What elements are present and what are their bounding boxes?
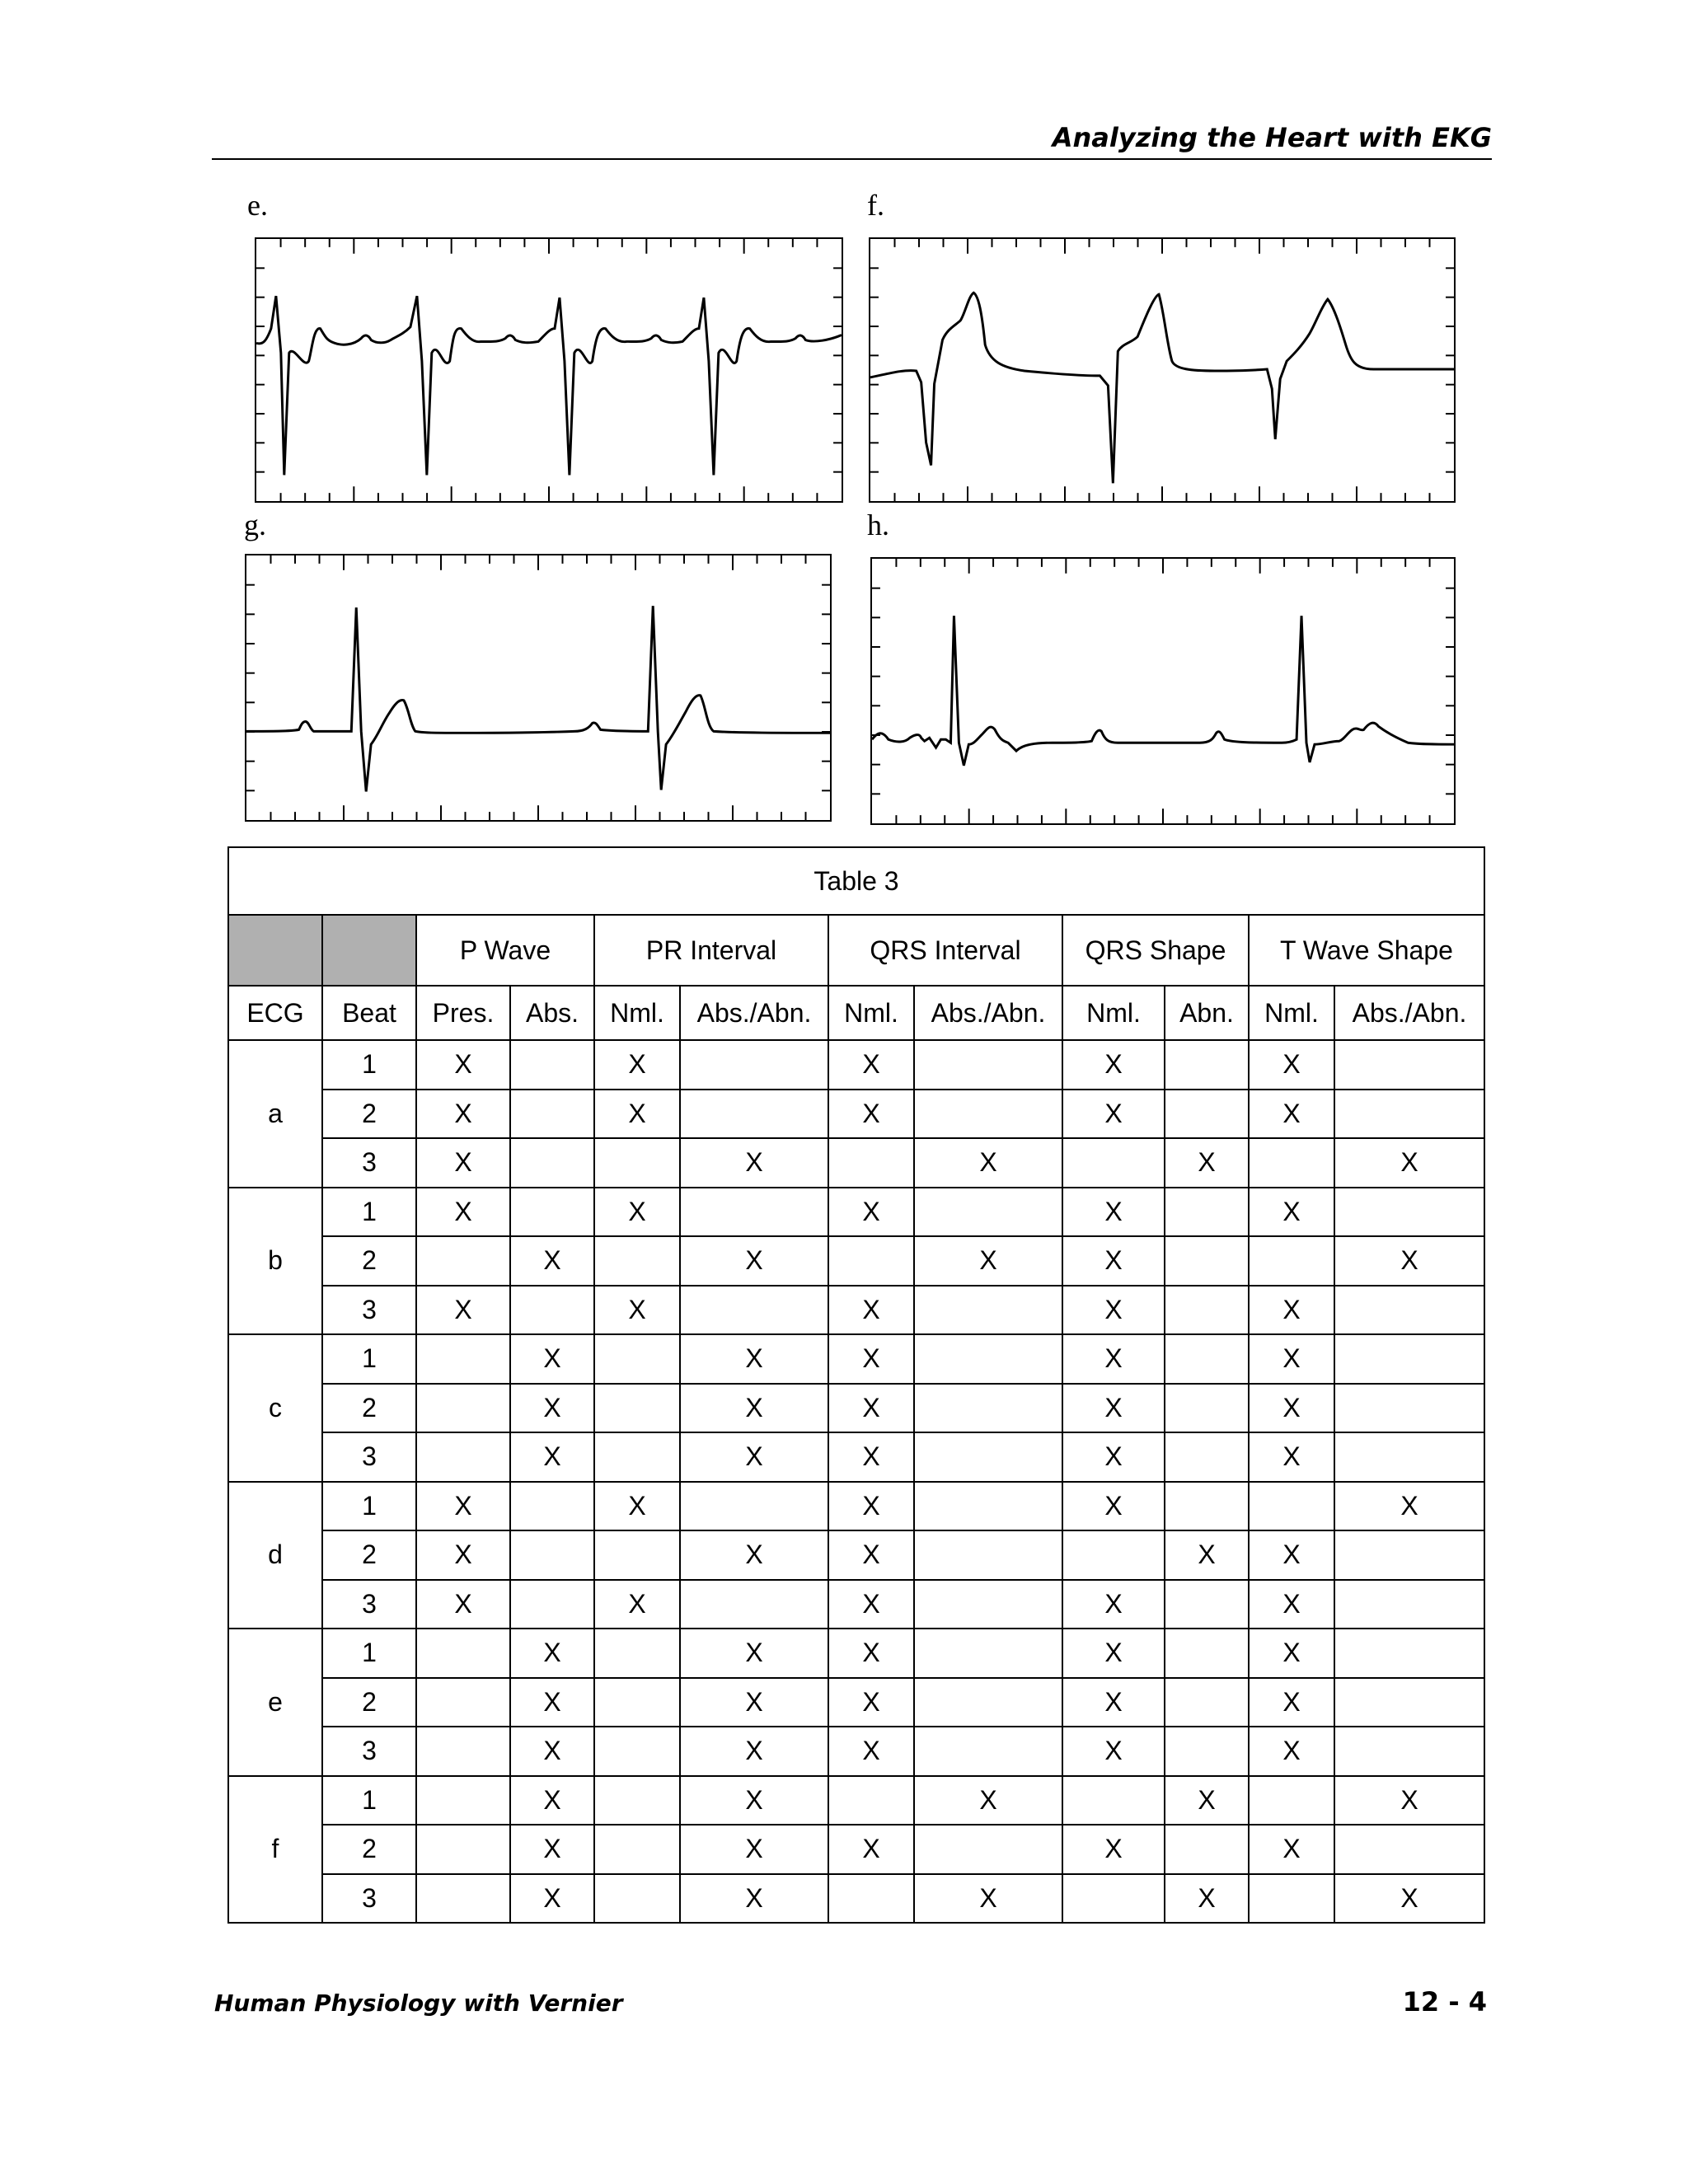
- table-cell: [914, 1580, 1062, 1629]
- table-cell: X: [680, 1776, 828, 1825]
- table-cell: [1249, 1236, 1334, 1286]
- ekg-strip-g: [245, 554, 832, 822]
- column-subheader: Beat: [322, 986, 416, 1040]
- beat-cell: 3: [322, 1727, 416, 1776]
- table-cell: X: [680, 1432, 828, 1482]
- table-cell: X: [828, 1727, 914, 1776]
- table-row: [228, 1090, 1484, 1139]
- table-cell: [1165, 1825, 1249, 1874]
- beat-cell: 1: [322, 1482, 416, 1531]
- table-cell: X: [1334, 1482, 1484, 1531]
- table-cell: X: [1249, 1432, 1334, 1482]
- table-cell: X: [1062, 1727, 1165, 1776]
- table-cell: X: [416, 1530, 510, 1580]
- table-cell: [416, 1825, 510, 1874]
- table-cell: [1334, 1825, 1484, 1874]
- table-cell: [594, 1384, 680, 1433]
- table-cell: [1334, 1678, 1484, 1727]
- table-cell: X: [914, 1874, 1062, 1924]
- table-cell: X: [1334, 1776, 1484, 1825]
- table-cell: [510, 1580, 594, 1629]
- table-cell: [510, 1482, 594, 1531]
- table-row: [228, 1384, 1484, 1433]
- table-cell: [416, 1727, 510, 1776]
- column-subheader: Nml.: [1249, 986, 1334, 1040]
- beat-cell: 2: [322, 1530, 416, 1580]
- table-cell: X: [680, 1530, 828, 1580]
- column-subheader: Abn.: [1165, 986, 1249, 1040]
- column-subheader: Abs./Abn.: [1334, 986, 1484, 1040]
- table-cell: X: [1249, 1727, 1334, 1776]
- table-cell: X: [680, 1629, 828, 1678]
- table-cell: [1165, 1334, 1249, 1384]
- group-header-qrs-interval: QRS Interval: [828, 915, 1062, 986]
- table-cell: X: [1165, 1776, 1249, 1825]
- table-cell: [416, 1334, 510, 1384]
- header-blank-beat: [322, 915, 416, 986]
- table-row: [228, 1138, 1484, 1188]
- table-cell: X: [416, 1188, 510, 1237]
- table-cell: [510, 1188, 594, 1237]
- group-header-t-wave-shape: T Wave Shape: [1249, 915, 1484, 986]
- table-cell: X: [1249, 1580, 1334, 1629]
- table-row: [228, 1334, 1484, 1384]
- ecg-id-cell: b: [228, 1188, 322, 1335]
- table-cell: X: [1062, 1286, 1165, 1335]
- table-cell: [594, 1432, 680, 1482]
- table-cell: X: [510, 1874, 594, 1924]
- table-cell: [594, 1776, 680, 1825]
- table-row: [228, 1776, 1484, 1825]
- beat-cell: 1: [322, 1040, 416, 1090]
- table-cell: X: [1249, 1530, 1334, 1580]
- column-subheader: Abs.: [510, 986, 594, 1040]
- table-cell: X: [828, 1825, 914, 1874]
- table-cell: [510, 1138, 594, 1188]
- table-cell: X: [1062, 1384, 1165, 1433]
- footer-book-title: Human Physiology with Vernier: [214, 1990, 623, 2017]
- beat-cell: 2: [322, 1678, 416, 1727]
- table-cell: X: [1334, 1138, 1484, 1188]
- table-cell: X: [914, 1138, 1062, 1188]
- table-cell: X: [510, 1825, 594, 1874]
- table-cell: X: [680, 1678, 828, 1727]
- table-cell: [510, 1286, 594, 1335]
- table-cell: [594, 1530, 680, 1580]
- table-row: [228, 1678, 1484, 1727]
- table-cell: [594, 1629, 680, 1678]
- table-cell: X: [680, 1236, 828, 1286]
- table-cell: X: [828, 1629, 914, 1678]
- footer-page-number: 12 - 4: [1402, 1986, 1487, 2018]
- beat-cell: 3: [322, 1874, 416, 1924]
- table-cell: [1334, 1334, 1484, 1384]
- table-cell: [1165, 1384, 1249, 1433]
- table-cell: [1334, 1040, 1484, 1090]
- table-cell: [914, 1384, 1062, 1433]
- ekg-strip-f: [869, 237, 1456, 503]
- table-cell: [914, 1678, 1062, 1727]
- table-row: [228, 1874, 1484, 1924]
- table-cell: [914, 1530, 1062, 1580]
- table-cell: X: [594, 1580, 680, 1629]
- table-row: [228, 1580, 1484, 1629]
- table-cell: X: [828, 1286, 914, 1335]
- beat-cell: 2: [322, 1825, 416, 1874]
- table-cell: X: [510, 1384, 594, 1433]
- table-cell: [1334, 1188, 1484, 1237]
- table-cell: [1334, 1286, 1484, 1335]
- table-cell: X: [416, 1580, 510, 1629]
- table-cell: X: [1062, 1236, 1165, 1286]
- column-subheader: ECG: [228, 986, 322, 1040]
- table-cell: [416, 1384, 510, 1433]
- table-cell: X: [1249, 1334, 1334, 1384]
- table-cell: [914, 1727, 1062, 1776]
- table-cell: X: [828, 1530, 914, 1580]
- table-row: [228, 1286, 1484, 1335]
- table-row: [228, 1629, 1484, 1678]
- beat-cell: 2: [322, 1236, 416, 1286]
- table-cell: X: [594, 1482, 680, 1531]
- table-row: [228, 1530, 1484, 1580]
- table-cell: X: [594, 1040, 680, 1090]
- table-cell: [1165, 1580, 1249, 1629]
- table-cell: X: [416, 1286, 510, 1335]
- table-cell: [1165, 1482, 1249, 1531]
- table-cell: [914, 1090, 1062, 1139]
- table-cell: [1165, 1286, 1249, 1335]
- table-cell: X: [594, 1286, 680, 1335]
- table-cell: X: [1062, 1629, 1165, 1678]
- table-row: [228, 1040, 1484, 1090]
- table-cell: X: [1249, 1286, 1334, 1335]
- group-header-pr-interval: PR Interval: [594, 915, 828, 986]
- table-cell: [1165, 1040, 1249, 1090]
- table-cell: [1334, 1384, 1484, 1433]
- table-cell: X: [680, 1874, 828, 1924]
- table-cell: X: [680, 1138, 828, 1188]
- table-cell: X: [1062, 1040, 1165, 1090]
- table-cell: X: [1062, 1825, 1165, 1874]
- table-cell: X: [1062, 1090, 1165, 1139]
- header-blank-ecg: [228, 915, 322, 986]
- table-cell: [510, 1040, 594, 1090]
- table-cell: X: [1334, 1236, 1484, 1286]
- page-header-title: Analyzing the Heart with EKG: [1052, 122, 1492, 153]
- table-cell: [1165, 1432, 1249, 1482]
- table-cell: [914, 1040, 1062, 1090]
- column-subheader: Pres.: [416, 986, 510, 1040]
- table-cell: [416, 1236, 510, 1286]
- table-cell: X: [416, 1040, 510, 1090]
- table-cell: X: [828, 1090, 914, 1139]
- column-subheader: Nml.: [1062, 986, 1165, 1040]
- table-cell: [416, 1874, 510, 1924]
- table-cell: X: [680, 1825, 828, 1874]
- table-cell: X: [510, 1678, 594, 1727]
- table-cell: [1062, 1874, 1165, 1924]
- table-cell: [828, 1874, 914, 1924]
- table-cell: [914, 1286, 1062, 1335]
- table-cell: [594, 1678, 680, 1727]
- table-cell: X: [828, 1384, 914, 1433]
- table-row: [228, 1188, 1484, 1237]
- table-cell: [510, 1530, 594, 1580]
- ecg-id-cell: a: [228, 1040, 322, 1188]
- table-cell: [416, 1776, 510, 1825]
- table-cell: X: [1165, 1874, 1249, 1924]
- group-header-qrs-shape: QRS Shape: [1062, 915, 1249, 986]
- table-cell: [828, 1776, 914, 1825]
- table-cell: X: [1249, 1678, 1334, 1727]
- table-cell: [1165, 1090, 1249, 1139]
- beat-cell: 1: [322, 1334, 416, 1384]
- table-cell: X: [680, 1727, 828, 1776]
- table-cell: [1334, 1432, 1484, 1482]
- table-cell: [594, 1236, 680, 1286]
- table-cell: [680, 1482, 828, 1531]
- table-cell: [1334, 1580, 1484, 1629]
- table-cell: [680, 1188, 828, 1237]
- table-cell: [594, 1874, 680, 1924]
- table-cell: [416, 1629, 510, 1678]
- ekg-label-e: e.: [247, 189, 268, 222]
- ecg-id-cell: d: [228, 1482, 322, 1629]
- beat-cell: 3: [322, 1138, 416, 1188]
- table-cell: [914, 1188, 1062, 1237]
- table-cell: [1334, 1530, 1484, 1580]
- table-cell: [510, 1090, 594, 1139]
- beat-cell: 2: [322, 1384, 416, 1433]
- table-cell: X: [510, 1727, 594, 1776]
- beat-cell: 1: [322, 1629, 416, 1678]
- table-cell: X: [914, 1236, 1062, 1286]
- table-cell: X: [1165, 1530, 1249, 1580]
- table-cell: [914, 1334, 1062, 1384]
- table-3: [227, 846, 1485, 1924]
- table-cell: X: [680, 1384, 828, 1433]
- table-cell: [416, 1678, 510, 1727]
- column-subheader: Nml.: [828, 986, 914, 1040]
- table-cell: X: [1334, 1874, 1484, 1924]
- table-cell: X: [510, 1432, 594, 1482]
- table-cell: [1062, 1776, 1165, 1825]
- table-cell: X: [680, 1334, 828, 1384]
- beat-cell: 3: [322, 1286, 416, 1335]
- table-cell: X: [828, 1482, 914, 1531]
- ekg-strip-e: [255, 237, 843, 503]
- ekg-label-f: f.: [867, 189, 884, 222]
- table-cell: [1165, 1727, 1249, 1776]
- beat-cell: 1: [322, 1776, 416, 1825]
- table-cell: [1165, 1188, 1249, 1237]
- table-cell: X: [914, 1776, 1062, 1825]
- table-cell: X: [1062, 1334, 1165, 1384]
- table-cell: [1249, 1138, 1334, 1188]
- table-cell: X: [1062, 1188, 1165, 1237]
- table-caption: Table 3: [228, 847, 1484, 915]
- table-cell: X: [416, 1138, 510, 1188]
- table-cell: X: [510, 1334, 594, 1384]
- table-cell: [680, 1090, 828, 1139]
- table-cell: [1165, 1629, 1249, 1678]
- column-subheader: Abs./Abn.: [914, 986, 1062, 1040]
- table-cell: X: [1249, 1384, 1334, 1433]
- group-header-p-wave: P Wave: [416, 915, 594, 986]
- table-cell: X: [416, 1090, 510, 1139]
- table-cell: [594, 1138, 680, 1188]
- table-row: [228, 1482, 1484, 1531]
- table-cell: X: [1249, 1090, 1334, 1139]
- table-cell: [416, 1432, 510, 1482]
- table-cell: [1249, 1776, 1334, 1825]
- table-cell: [680, 1286, 828, 1335]
- table-cell: X: [1062, 1432, 1165, 1482]
- table-cell: X: [828, 1040, 914, 1090]
- table-cell: [1334, 1629, 1484, 1678]
- table-cell: X: [594, 1188, 680, 1237]
- beat-cell: 3: [322, 1432, 416, 1482]
- table-cell: X: [510, 1776, 594, 1825]
- table-cell: X: [1062, 1678, 1165, 1727]
- table-cell: [1249, 1482, 1334, 1531]
- table-cell: [914, 1482, 1062, 1531]
- table-cell: [1062, 1138, 1165, 1188]
- table-cell: X: [1062, 1580, 1165, 1629]
- table-row: [228, 1236, 1484, 1286]
- beat-cell: 3: [322, 1580, 416, 1629]
- table-cell: [594, 1334, 680, 1384]
- table-cell: X: [1062, 1482, 1165, 1531]
- table-cell: X: [1165, 1138, 1249, 1188]
- table-cell: [914, 1432, 1062, 1482]
- ecg-id-cell: e: [228, 1629, 322, 1776]
- table-cell: [594, 1727, 680, 1776]
- table-cell: X: [1249, 1629, 1334, 1678]
- table-cell: [914, 1629, 1062, 1678]
- table-row: [228, 1432, 1484, 1482]
- ekg-label-g: g.: [244, 509, 266, 541]
- header-rule: [212, 158, 1492, 160]
- column-subheader: Nml.: [594, 986, 680, 1040]
- table-cell: X: [828, 1188, 914, 1237]
- table-cell: X: [1249, 1825, 1334, 1874]
- table-cell: X: [510, 1236, 594, 1286]
- beat-cell: 1: [322, 1188, 416, 1237]
- ecg-id-cell: c: [228, 1334, 322, 1482]
- table-cell: [1249, 1874, 1334, 1924]
- table-cell: X: [510, 1629, 594, 1678]
- table-cell: [828, 1236, 914, 1286]
- table-cell: [828, 1138, 914, 1188]
- table-row: [228, 1825, 1484, 1874]
- table-cell: [1334, 1727, 1484, 1776]
- ecg-id-cell: f: [228, 1776, 322, 1924]
- ekg-label-h: h.: [867, 509, 889, 541]
- table-cell: [680, 1580, 828, 1629]
- table-cell: [914, 1825, 1062, 1874]
- column-subheader: Abs./Abn.: [680, 986, 828, 1040]
- table-cell: X: [1249, 1040, 1334, 1090]
- table-cell: [680, 1040, 828, 1090]
- table-cell: X: [594, 1090, 680, 1139]
- beat-cell: 2: [322, 1090, 416, 1139]
- table-cell: X: [828, 1334, 914, 1384]
- table-cell: [1334, 1090, 1484, 1139]
- table-cell: [1062, 1530, 1165, 1580]
- table-cell: [594, 1825, 680, 1874]
- table-cell: X: [828, 1678, 914, 1727]
- table-cell: X: [828, 1432, 914, 1482]
- ekg-strip-h: [870, 557, 1456, 825]
- table-cell: X: [828, 1580, 914, 1629]
- table-row: [228, 1727, 1484, 1776]
- table-cell: X: [416, 1482, 510, 1531]
- table-cell: [1165, 1236, 1249, 1286]
- table-cell: [1165, 1678, 1249, 1727]
- table-cell: X: [1249, 1188, 1334, 1237]
